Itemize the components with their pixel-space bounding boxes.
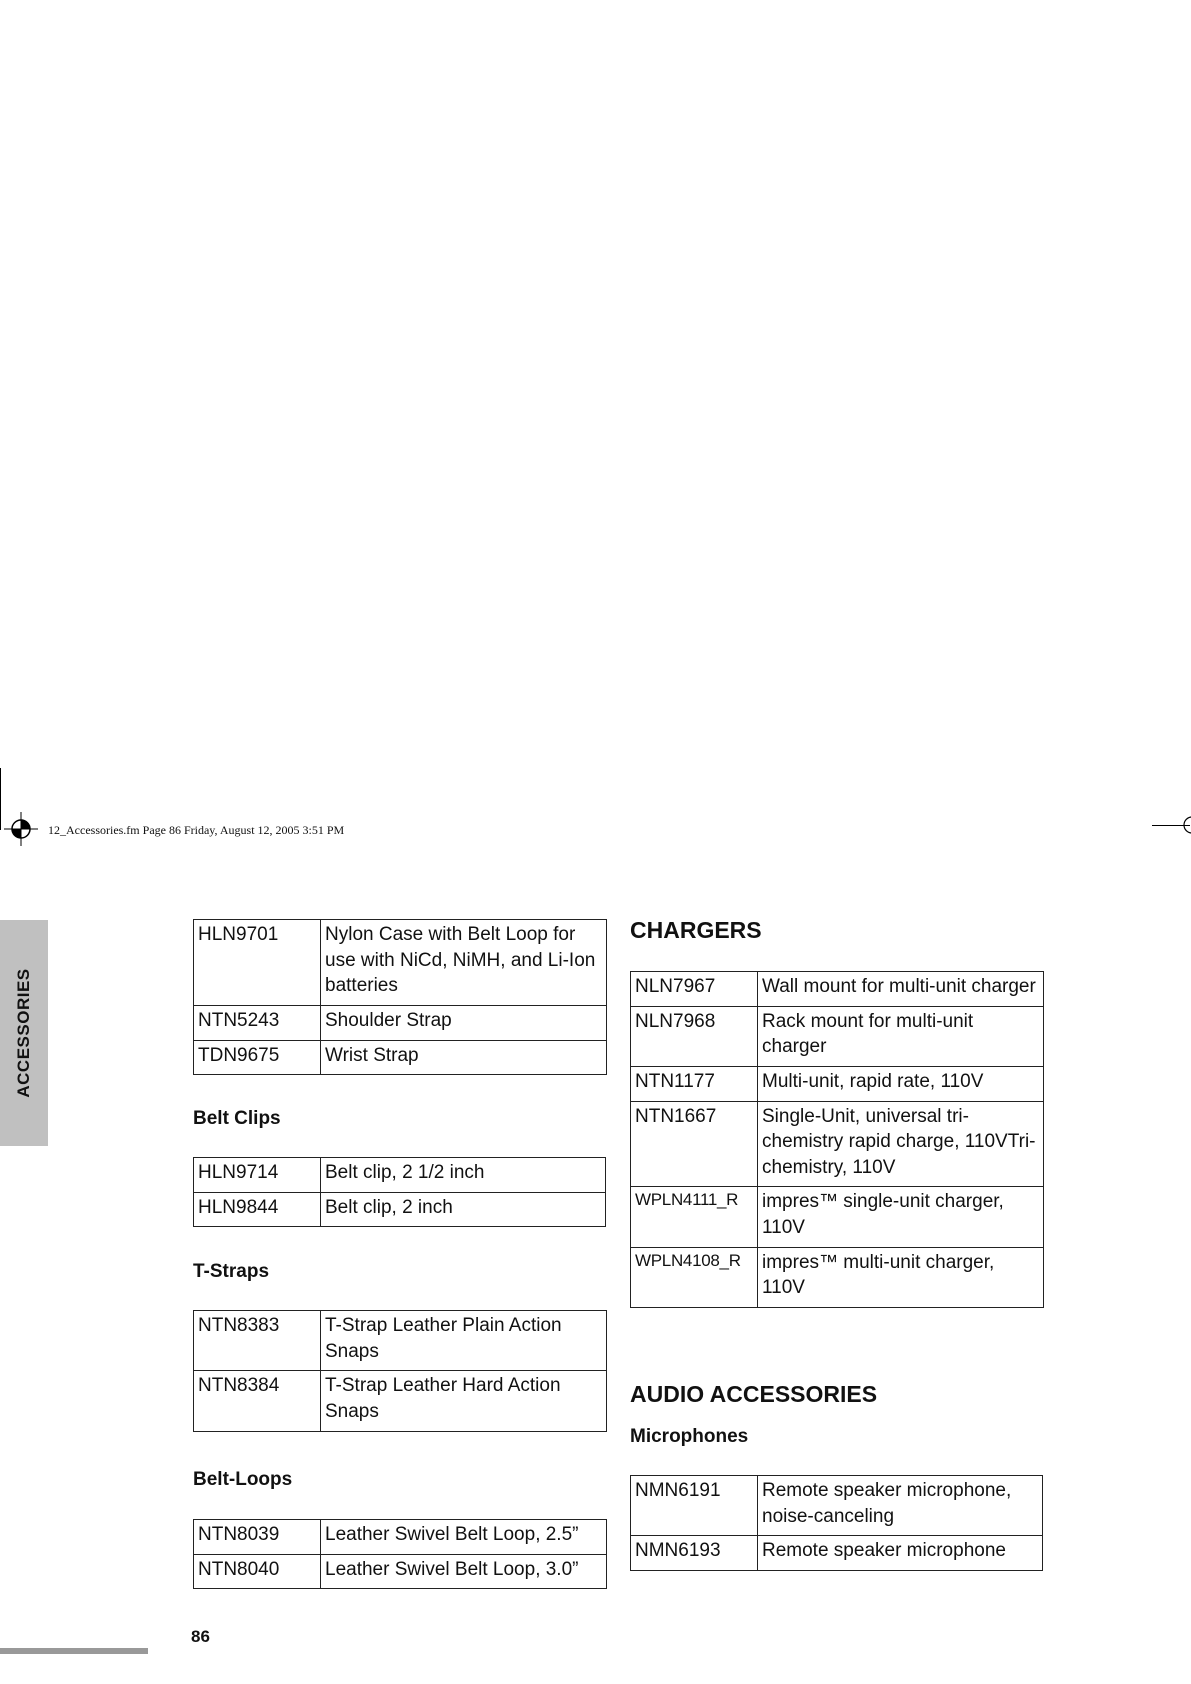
part-description: T-Strap Leather Plain Action Snaps — [321, 1311, 607, 1371]
tstraps-heading: T-Straps — [193, 1261, 270, 1282]
part-description: Remote speaker microphone — [758, 1536, 1043, 1571]
part-description: impres™ multi-unit charger, 110V — [758, 1247, 1044, 1307]
side-tab-label: ACCESSORIES — [14, 968, 33, 1098]
belt-loops-heading: Belt-Loops — [193, 1469, 293, 1490]
belt-clips-table — [193, 1157, 606, 1227]
table-row — [194, 1520, 607, 1555]
part-number: NTN8039 — [194, 1520, 321, 1555]
part-number: NTN5243 — [194, 1005, 321, 1040]
table-row — [194, 920, 607, 1006]
table-row — [194, 1311, 607, 1371]
part-number: NTN1667 — [631, 1101, 758, 1187]
table-row — [631, 1101, 1044, 1187]
part-number: NTN8383 — [194, 1311, 321, 1371]
part-description: Leather Swivel Belt Loop, 2.5” — [321, 1520, 607, 1555]
part-description: Belt clip, 2 1/2 inch — [321, 1158, 606, 1193]
part-number: WPLN4108_R — [631, 1247, 758, 1307]
part-number: NLN7968 — [631, 1006, 758, 1066]
table-row — [631, 972, 1044, 1007]
carry-accessories-table — [193, 919, 607, 1075]
table-row — [194, 1192, 606, 1227]
part-description: Wall mount for multi-unit charger — [758, 972, 1044, 1007]
part-description: Leather Swivel Belt Loop, 3.0” — [321, 1554, 607, 1589]
table-row — [194, 1040, 607, 1075]
part-description: Rack mount for multi-unit charger — [758, 1006, 1044, 1066]
part-description: Shoulder Strap — [321, 1005, 607, 1040]
part-number: HLN9844 — [194, 1192, 321, 1227]
table-row — [194, 1554, 607, 1589]
part-number: HLN9714 — [194, 1158, 321, 1193]
part-description: impres™ single-unit charger, 110V — [758, 1187, 1044, 1247]
belt-clips-heading: Belt Clips — [193, 1108, 281, 1129]
section-side-tab — [0, 920, 48, 1146]
table-row — [631, 1066, 1044, 1101]
table-row — [631, 1536, 1043, 1571]
footer-bar — [0, 1648, 148, 1654]
part-number: TDN9675 — [194, 1040, 321, 1075]
microphones-heading: Microphones — [630, 1426, 749, 1447]
chargers-heading: CHARGERS — [630, 917, 762, 943]
part-number: NMN6193 — [631, 1536, 758, 1571]
audio-accessories-heading: AUDIO ACCESSORIES — [630, 1381, 878, 1407]
registration-mark-right-icon — [1180, 815, 1191, 835]
table-row — [631, 1006, 1044, 1066]
part-description: Single-Unit, universal tri-chemistry rapid charge, 110VTri-chemistry, 110V — [758, 1101, 1044, 1187]
table-row — [631, 1187, 1044, 1247]
part-number: HLN9701 — [194, 920, 321, 1006]
part-description: Belt clip, 2 inch — [321, 1192, 606, 1227]
part-number: NTN8384 — [194, 1371, 321, 1431]
crop-mark-left — [0, 768, 1, 830]
part-description: Wrist Strap — [321, 1040, 607, 1075]
microphones-table — [630, 1475, 1043, 1571]
tstraps-table — [193, 1310, 607, 1432]
table-row — [194, 1158, 606, 1193]
registration-mark-icon — [4, 812, 38, 846]
chargers-table — [630, 971, 1044, 1308]
part-description: T-Strap Leather Hard Action Snaps — [321, 1371, 607, 1431]
part-description: Remote speaker microphone, noise-canceling — [758, 1476, 1043, 1536]
belt-loops-table — [193, 1519, 607, 1589]
part-description: Multi-unit, rapid rate, 110V — [758, 1066, 1044, 1101]
file-header: 12_Accessories.fm Page 86 Friday, August 12, 2005 3:51 PM — [48, 823, 345, 837]
table-row — [194, 1371, 607, 1431]
part-number: NTN8040 — [194, 1554, 321, 1589]
part-number: NMN6191 — [631, 1476, 758, 1536]
part-number: NTN1177 — [631, 1066, 758, 1101]
table-row — [631, 1247, 1044, 1307]
part-number: WPLN4111_R — [631, 1187, 758, 1247]
part-number: NLN7967 — [631, 972, 758, 1007]
table-row — [194, 1005, 607, 1040]
table-row — [631, 1476, 1043, 1536]
page-number: 86 — [191, 1627, 210, 1646]
part-description: Nylon Case with Belt Loop for use with NiCd, NiMH, and Li-Ion batteries — [321, 920, 607, 1006]
